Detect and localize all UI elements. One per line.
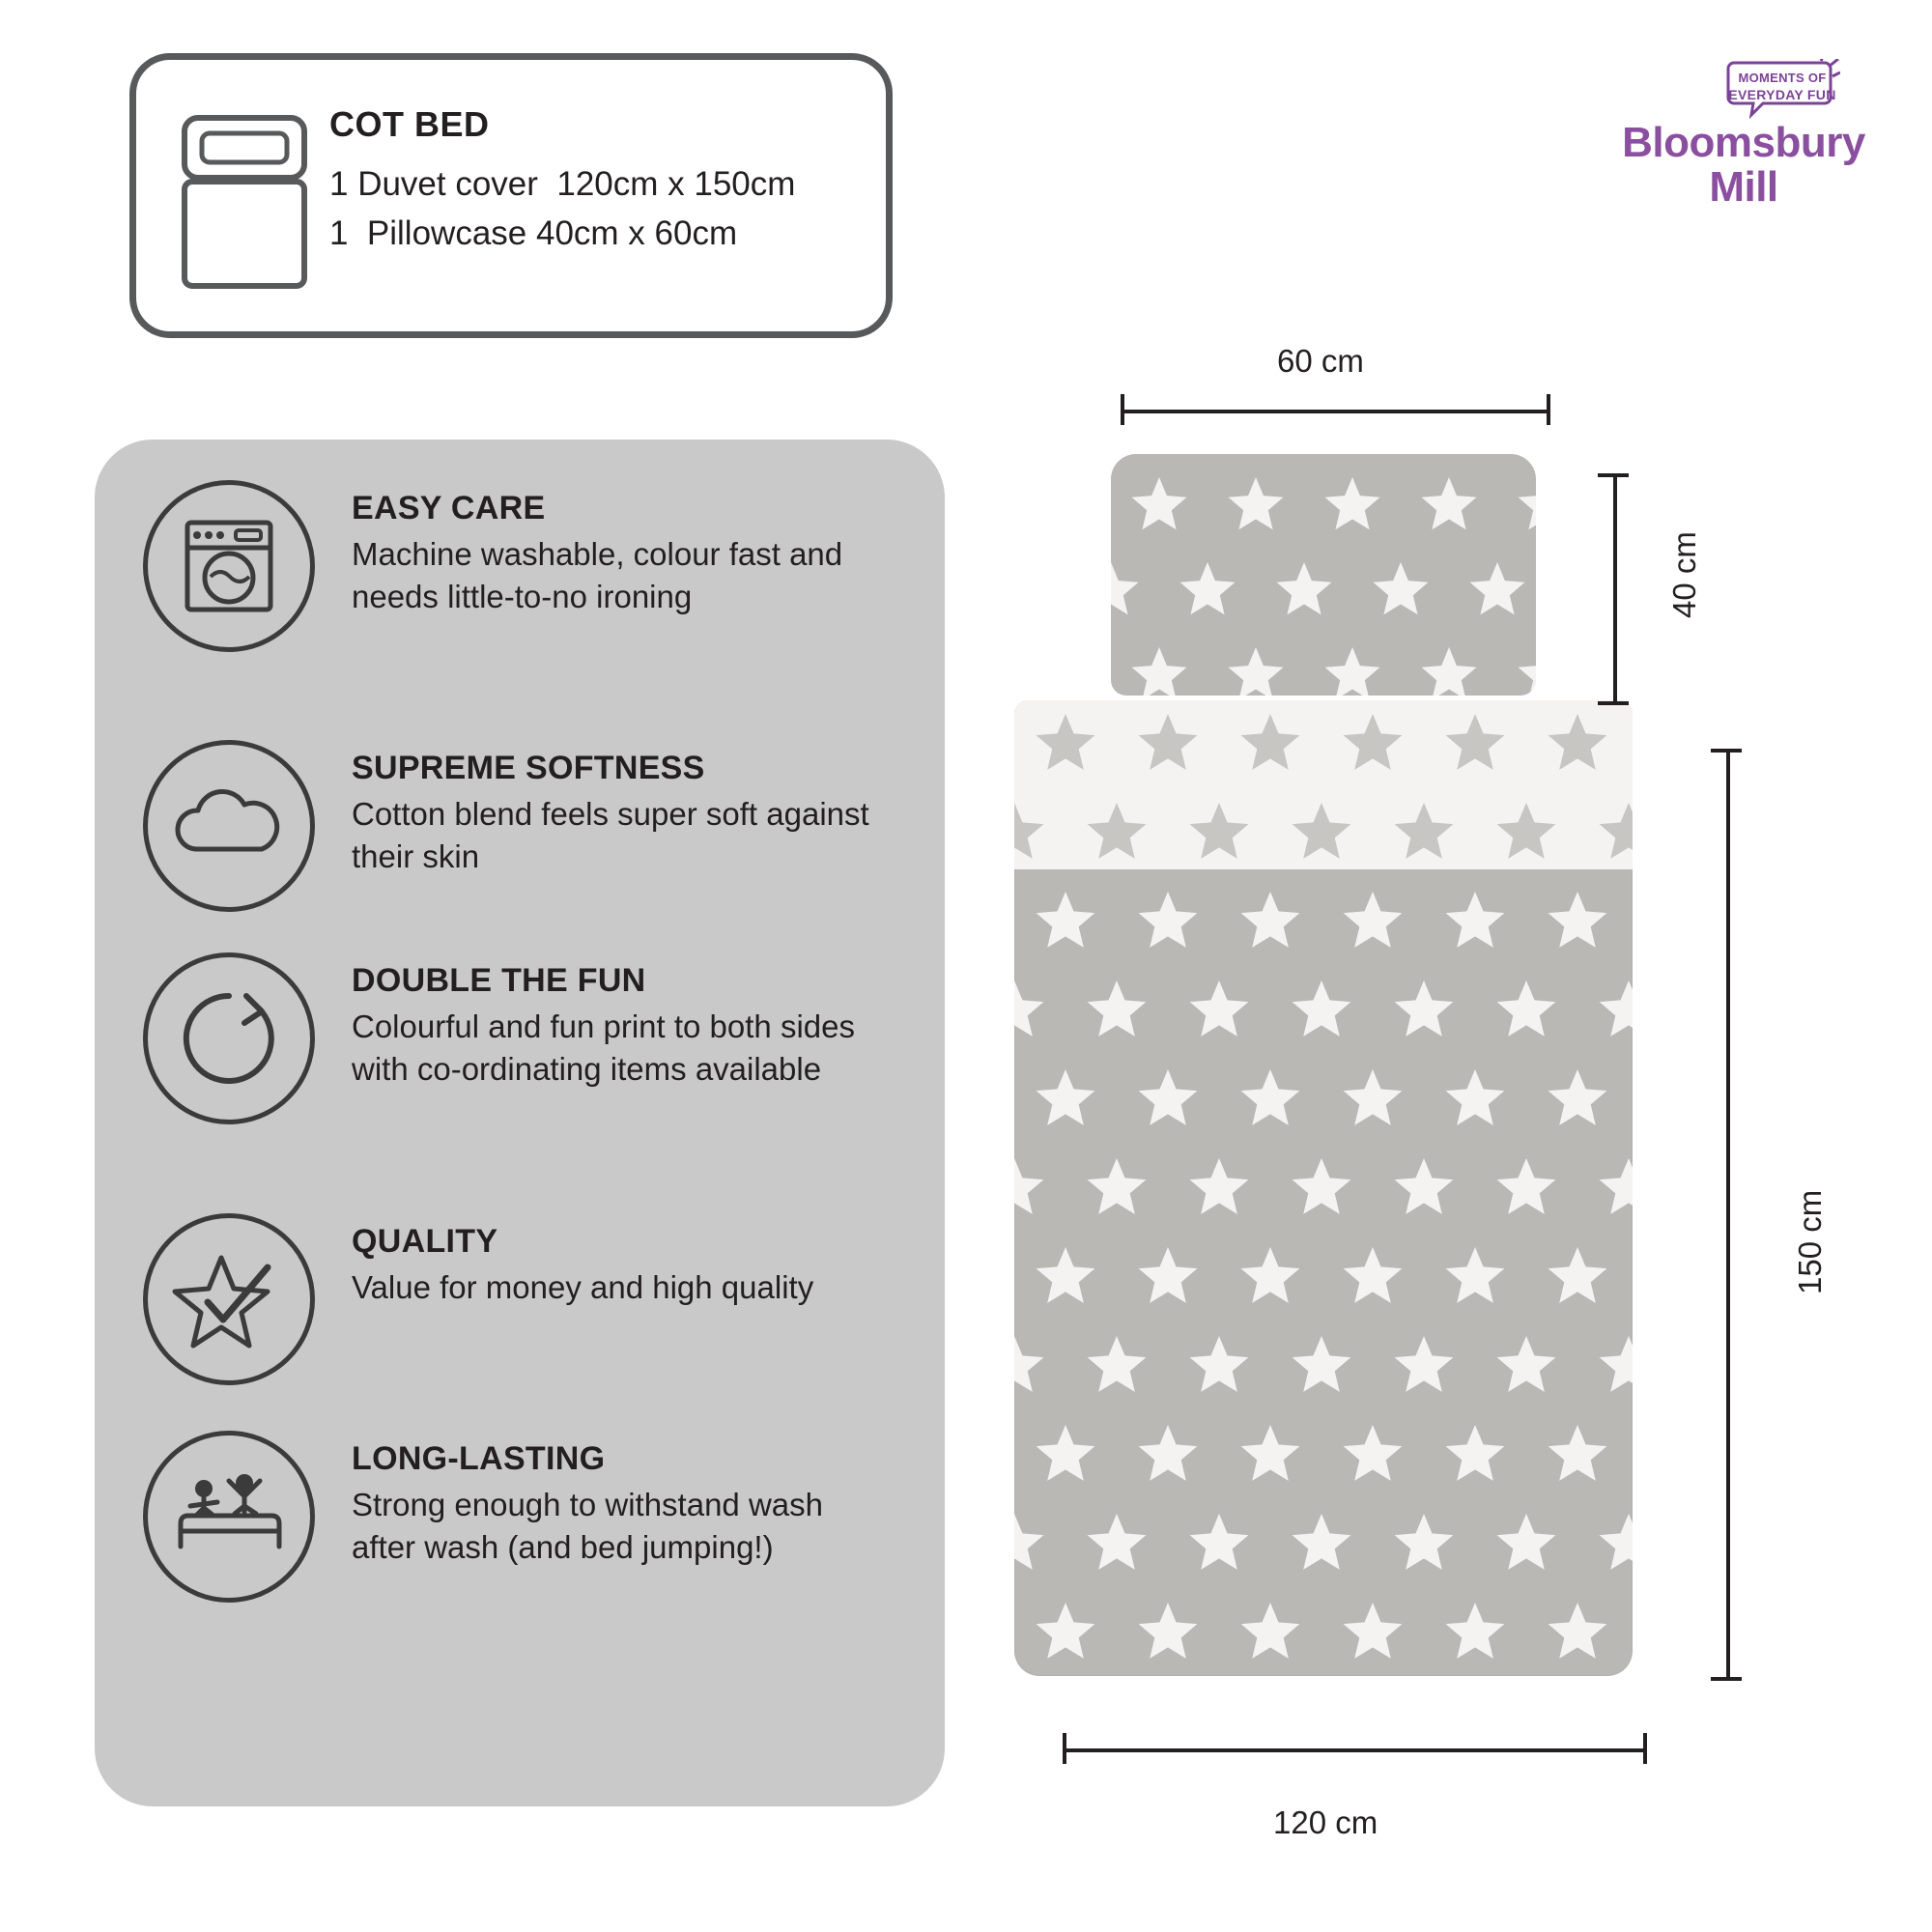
dim-label-duvet-height: 150 cm xyxy=(1792,1189,1828,1294)
product-summary-box xyxy=(129,53,893,338)
feature-title: SUPREME SOFTNESS xyxy=(352,750,705,786)
page-title: COT BED xyxy=(329,104,490,144)
brand-tagline-line2: EVERYDAY FUN xyxy=(1728,86,1836,102)
feature-desc: Strong enough to withstand wash after wash (and bed jumping!) xyxy=(352,1487,823,1565)
feature-title: LONG-LASTING xyxy=(352,1440,606,1477)
feature-desc: Colourful and fun print to both sides with co-ordinating items available xyxy=(352,1009,855,1087)
feature-double-the-fun xyxy=(143,949,925,1124)
dim-cap xyxy=(1121,394,1124,425)
dim-line-pillow-width xyxy=(1121,410,1550,413)
feature-easy-care xyxy=(143,476,925,652)
star-tick-icon xyxy=(143,1213,315,1385)
dim-cap xyxy=(1643,1733,1647,1764)
duvet-fold xyxy=(1014,700,1633,869)
dim-line-duvet-width xyxy=(1063,1748,1647,1752)
feature-desc: Value for money and high quality xyxy=(352,1269,814,1305)
product-line-2: 1 Pillowcase 40cm x 60cm xyxy=(329,213,738,252)
features-panel xyxy=(95,440,945,1806)
product-details xyxy=(329,104,867,259)
dim-cap xyxy=(1598,473,1629,477)
brand-tagline-line1: MOMENTS OF xyxy=(1738,70,1827,85)
dim-cap xyxy=(1547,394,1550,425)
feature-quality xyxy=(143,1209,925,1385)
dim-line-pillow-height xyxy=(1613,473,1617,705)
duvet-cover-image xyxy=(1014,700,1633,1676)
feature-long-lasting xyxy=(143,1427,925,1603)
brand-name-line1: Bloomsbury xyxy=(1622,118,1865,166)
feature-desc: Machine washable, colour fast and needs little-to-no ironing xyxy=(352,536,843,614)
brand-name-line2: Mill xyxy=(1709,162,1778,211)
dim-cap xyxy=(1711,749,1742,753)
dim-label-pillow-height: 40 cm xyxy=(1666,531,1702,618)
cot-bed-icon xyxy=(177,110,312,294)
pillowcase-image xyxy=(1111,454,1536,696)
feature-desc: Cotton blend feels super soft against their skin xyxy=(352,796,869,874)
feature-title: EASY CARE xyxy=(352,490,546,526)
product-line-1: 1 Duvet cover 120cm x 150cm xyxy=(329,165,796,203)
dim-label-duvet-width: 120 cm xyxy=(1273,1804,1378,1840)
dim-cap xyxy=(1711,1677,1742,1681)
dim-cap xyxy=(1063,1733,1066,1764)
dim-label-pillow-width: 60 cm xyxy=(1277,343,1364,379)
reverse-arrow-icon xyxy=(143,952,315,1124)
cloud-icon xyxy=(143,740,315,912)
brand-logo xyxy=(1555,39,1932,246)
brand-name xyxy=(1579,118,1908,211)
washing-machine-icon xyxy=(143,480,315,652)
bedding-illustration xyxy=(985,454,1662,1681)
feature-title: DOUBLE THE FUN xyxy=(352,962,646,999)
feature-supreme-softness xyxy=(143,736,925,912)
dim-cap xyxy=(1598,701,1629,705)
dim-line-duvet-height xyxy=(1726,749,1730,1681)
speech-bubble-icon xyxy=(1724,59,1840,119)
feature-title: QUALITY xyxy=(352,1223,498,1260)
bed-jumping-icon xyxy=(143,1431,315,1603)
